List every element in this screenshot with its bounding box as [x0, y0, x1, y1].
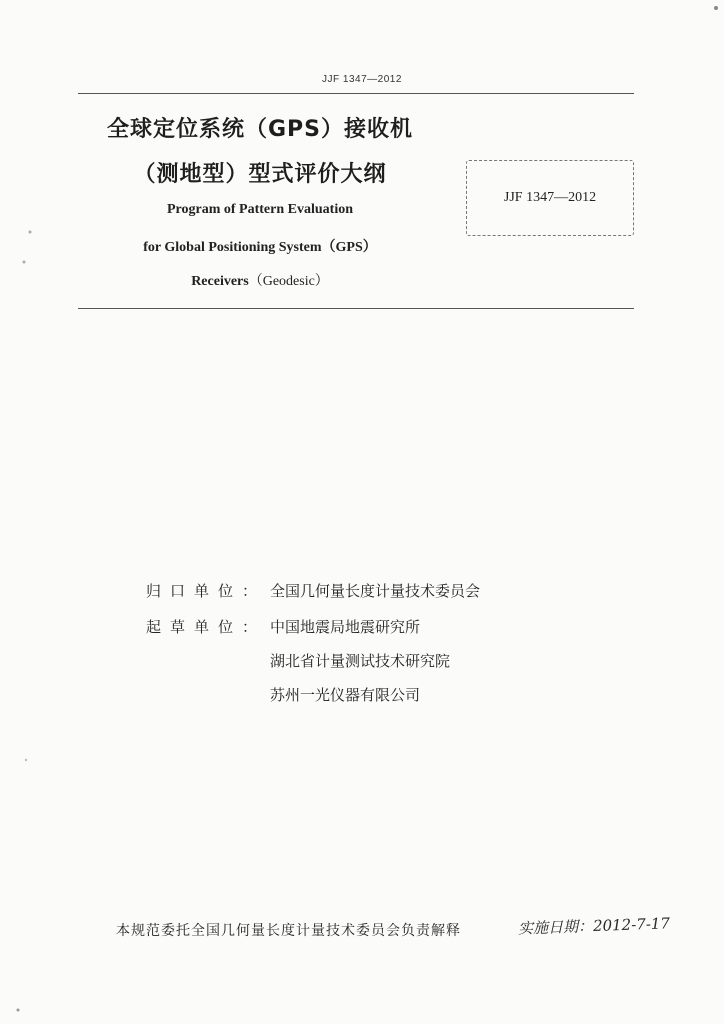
title-chinese-line-2: （测地型）型式评价大纲	[133, 162, 387, 187]
title-english-line-3	[78, 270, 442, 290]
header-rule	[78, 93, 634, 94]
title-english-geodesic: （Geodesic）	[248, 274, 329, 289]
standard-code-box	[466, 160, 634, 236]
drafting-unit-2: 湖北省计量测试技术研究院	[270, 652, 451, 670]
title-chinese-line-1: 全球定位系统（GPS）接收机	[106, 117, 414, 142]
responsible-unit-value: 全国几何量长度计量技术委员会	[270, 582, 481, 600]
drafting-unit-label: 起草单位：	[146, 618, 267, 636]
standard-code-box-text: JJF 1347—2012	[503, 190, 597, 205]
drafting-unit-1: 中国地震局地震研究所	[270, 618, 421, 636]
handwritten-implementation-date: 实施日期：2012-7-17	[517, 914, 671, 938]
title-english-receivers: Receivers	[191, 274, 249, 289]
title-english-line-1: Program of Pattern Evaluation	[167, 202, 353, 217]
title-bottom-rule	[78, 308, 634, 309]
drafting-unit-3: 苏州一光仪器有限公司	[270, 686, 421, 704]
responsible-unit-label: 归口单位：	[146, 582, 267, 600]
interpretation-note: 本规范委托全国几何量长度计量技术委员会负责解释	[116, 923, 461, 939]
header-standard-code: JJF 1347—2012	[322, 74, 402, 85]
title-english-line-2: for Global Positioning System（GPS）	[143, 240, 377, 255]
